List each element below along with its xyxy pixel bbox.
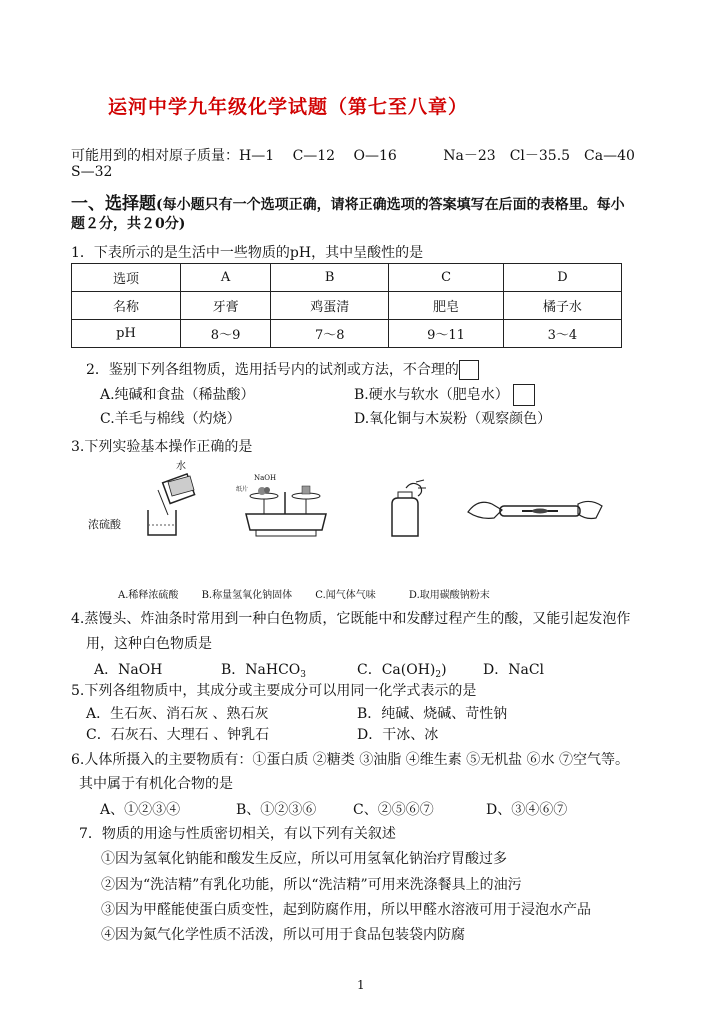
table-cell: 7～8 xyxy=(271,320,389,348)
q4-option-a: A．NaOH xyxy=(94,662,163,678)
table-row xyxy=(72,292,622,320)
q5-option-b: B．纯碱、烧碱、苛性钠 xyxy=(357,706,508,722)
ph-table xyxy=(71,263,622,348)
table-cell: 鸡蛋清 xyxy=(271,292,389,320)
q2-stem xyxy=(86,359,479,380)
q1-stem: 1．下表所示的是生活中一些物质的pH，其中呈酸性的是 xyxy=(71,245,424,261)
q5-stem: 5.下列各组物质中，其成分或主要成分可以用同一化学式表示的是 xyxy=(71,683,477,699)
q4-stem-line1: 4.蒸馒头、炸油条时常用到一种白色物质，它既能中和发酵过程产生的酸，又能引起发泡作 xyxy=(71,611,631,627)
q7-item: ②因为“洗洁精”有乳化功能，所以“洗洁精”可用来洗涤餐具上的油污 xyxy=(101,877,522,893)
q5-option-a: A．生石灰、消石灰 、熟石灰 xyxy=(86,706,269,722)
beaker-pouring-illustration xyxy=(128,470,208,540)
fig-b-naoh-label: NaOH xyxy=(254,474,277,482)
table-cell: 选项 xyxy=(72,264,181,292)
section1-heading xyxy=(71,189,625,214)
q2-stem-text: 2．鉴别下列各组物质，选用括号内的试剂或方法，不合理的 xyxy=(86,362,459,378)
q4-option-b-text: B．NaHCO xyxy=(221,662,301,678)
q4-stem-line2: 用，这种白色物质是 xyxy=(86,636,212,652)
q4-option-b xyxy=(221,659,306,680)
answer-box[interactable] xyxy=(459,360,479,380)
table-cell: 9～11 xyxy=(389,320,504,348)
q6-option-c: C、②⑤⑥⑦ xyxy=(353,802,434,818)
answer-box[interactable] xyxy=(513,384,535,406)
q5-option-c: C．石灰石、大理石 、钟乳石 xyxy=(86,727,270,743)
table-row xyxy=(72,320,622,348)
q7-item: ③因为甲醛能使蛋白质变性，起到防腐作用，所以甲醛水溶液可用于浸泡水产品 xyxy=(101,902,591,918)
q2-option-c: C.羊毛与棉线（灼烧） xyxy=(100,411,241,427)
q7-stem: 7．物质的用途与性质密切相关，有以下列有关叙述 xyxy=(79,826,396,842)
table-row xyxy=(72,264,622,292)
q4-option-d: D．NaCl xyxy=(483,662,545,678)
table-cell: 橘子水 xyxy=(503,292,621,320)
section1-heading-line2: 题２分，共２0分) xyxy=(71,216,186,232)
balance-illustration xyxy=(236,478,336,540)
table-cell: D xyxy=(503,264,621,292)
q7-item: ④因为氮气化学性质不活泼，所以可用于食品包装袋内防腐 xyxy=(101,927,465,943)
table-cell: 牙膏 xyxy=(181,292,271,320)
q4-option-b-subscript: 3 xyxy=(300,670,307,680)
q6-option-d: D、③④⑥⑦ xyxy=(486,802,568,818)
q4-option-c xyxy=(357,659,447,680)
smell-gas-illustration xyxy=(378,478,438,540)
fig-a-acid-label: 浓硫酸 xyxy=(88,518,121,531)
fig-b-paper-label: 纸片 xyxy=(236,486,249,493)
page-number: 1 xyxy=(357,978,365,992)
fig-a-water-label: 水 xyxy=(176,461,186,472)
q4-option-c-close: ) xyxy=(441,662,447,678)
table-cell: 8～9 xyxy=(181,320,271,348)
table-cell: B xyxy=(271,264,389,292)
table-cell: pH xyxy=(72,320,181,348)
q3-caption: A.稀释浓硫酸 B.称量氢氧化钠固体 C.闻气体气味 D.取用碳酸钠粉末 xyxy=(118,590,490,601)
q4-option-c-text: C．Ca(OH) xyxy=(357,662,436,678)
q2-option-b xyxy=(354,384,535,406)
q2-option-b-text: B.硬水与软水（肥皂水） xyxy=(354,387,509,403)
q6-stem-line1: 6.人体所摄入的主要物质有：①蛋白质 ②糖类 ③油脂 ④维生素 ⑤无机盐 ⑥水 ⑦空气等。 xyxy=(71,752,630,768)
q2-option-a: A.纯碱和食盐（稀盐酸） xyxy=(100,387,255,403)
table-cell: A xyxy=(181,264,271,292)
q6-option-b: B、①②③⑥ xyxy=(236,802,317,818)
q4-option-c-subscript: 2 xyxy=(435,670,442,680)
table-cell: C xyxy=(389,264,504,292)
q6-option-a: A、①②③④ xyxy=(100,802,181,818)
q2-option-d: D.氧化铜与木炭粉（观察颜色） xyxy=(354,411,552,427)
q6-stem-line2: 其中属于有机化合物的是 xyxy=(79,776,233,792)
table-cell: 肥皂 xyxy=(389,292,504,320)
atomic-mass-line2: S—32 xyxy=(71,164,113,180)
q7-item: ①因为氢氧化钠能和酸发生反应，所以可用氢氧化钠治疗胃酸过多 xyxy=(101,851,507,867)
test-tube-illustration xyxy=(466,490,606,530)
table-cell: 名称 xyxy=(72,292,181,320)
section1-heading-bold: 一、选择题 xyxy=(71,194,156,214)
q5-option-d: D．干冰、冰 xyxy=(357,727,439,743)
table-cell: 3～4 xyxy=(503,320,621,348)
q3-stem: 3.下列实验基本操作正确的是 xyxy=(71,439,253,455)
atomic-mass-line1: 可能用到的相对原子质量：H—1 C—12 O—16 Na－23 Cl－35.5 Ca—40 xyxy=(71,148,635,164)
section1-heading-rest: (每小题只有一个选项正确，请将正确选项的答案填写在后面的表格里。每小 xyxy=(156,197,625,213)
page-title: 运河中学九年级化学试题（第七至八章） xyxy=(108,96,469,118)
